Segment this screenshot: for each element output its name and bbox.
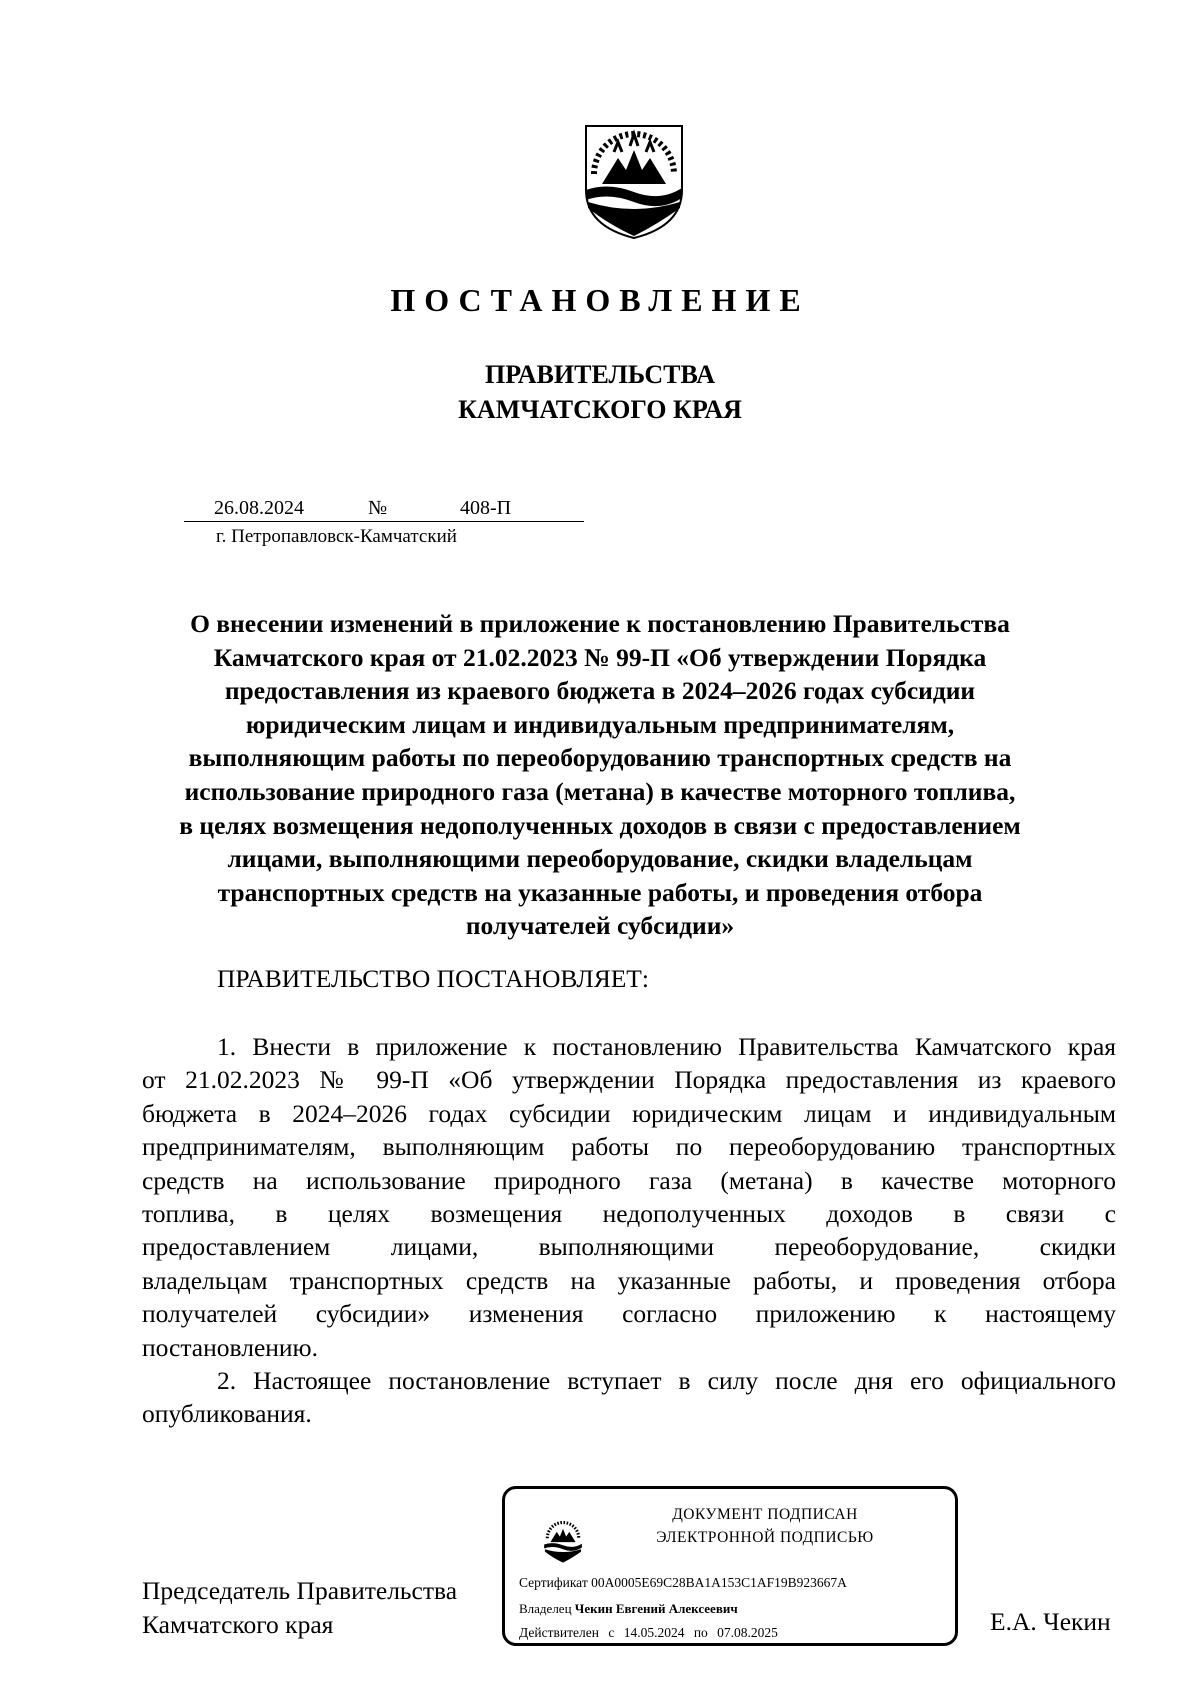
paragraph-line: получателей субсидии» изменения согласно приложению к настоящему [142,1299,1116,1329]
number-sign: № [368,497,388,519]
document-type-heading: ПОСТАНОВЛЕНИЕ [390,282,810,318]
registration-line [184,497,584,527]
title-line: получателей субсидии» [465,911,735,941]
electronic-signature-stamp [502,1486,958,1646]
issuer-line: КАМЧАТСКОГО КРАЯ [458,395,742,424]
title-line: Камчатского края от 21.02.2023 № 99-П «Об утверждении Порядка [213,642,987,672]
document-number: 408-П [460,497,512,519]
stamp-heading [605,1503,925,1549]
title-line: выполняющим работы по переоборудованию транспортных средств на [188,743,1012,773]
validity-to-label: по [693,1625,708,1640]
issuer-heading [0,357,1200,427]
paragraph-line: средств на использование природного газа (метана) в качестве моторного [142,1165,1116,1195]
paragraph-line: предпринимателям, выполняющим работы по переоборудованию транспортных [142,1132,1116,1162]
stamp-heading-line: ЭЛЕКТРОННОЙ ПОДПИСЬЮ [656,1529,874,1546]
document-date: 26.08.2024 [214,497,304,519]
stamp-heading-line: ДОКУМЕНТ ПОДПИСАН [672,1506,858,1523]
stamp-certificate [519,1575,847,1591]
position-line: Камчатского края [142,1609,334,1639]
title-line: использование природного газа (метана) в качестве моторного топлива, [184,776,1016,806]
title-line: лицами, выполняющими переоборудование, скидки владельцам [227,844,973,874]
stamp-coat-of-arms-icon [541,1513,585,1565]
paragraph-line: опубликования. [142,1399,312,1429]
validity-from-label: с [608,1625,615,1640]
validity-label: Действителен [519,1625,599,1640]
paragraph-line: 1. Внести в приложение к постановлению Правительства Камчатского края [217,1032,1116,1061]
decree-heading: ПРАВИТЕЛЬСТВО ПОСТАНОВЛЯЕТ: [217,964,649,993]
paragraph-line: бюджета в 2024–2026 годах субсидии юридическим лицам и индивидуальным [142,1098,1116,1128]
paragraph-line: предоставлением лицами, выполняющими переоборудование, скидки [142,1232,1116,1262]
paragraph-line: постановлению. [142,1332,318,1362]
paragraph-line: от 21.02.2023 № 99-П «Об утверждении Порядка предоставления из краевого [142,1065,1116,1095]
certificate-label: Сертификат [519,1575,588,1590]
title-line: юридическим лицам и индивидуальным предпринимателям, [245,709,955,739]
certificate-value: 00A0005E69C28BA1A153C1AF19B923667A [591,1575,847,1590]
stamp-validity [519,1625,784,1641]
document-body [142,1030,1116,1431]
owner-value: Чекин Евгений Алексеевич [574,1601,738,1616]
title-line: предоставления из краевого бюджета в 2024–2026 годах субсидии [224,676,976,706]
signatory-name: Е.А. Чекин [990,1607,1111,1636]
stamp-owner [519,1601,738,1617]
registration-underline [184,521,584,522]
document-title [140,607,1060,943]
paragraph-line: 2. Настоящее постановление вступает в силу после дня его официального [217,1365,1116,1395]
coat-of-arms-icon [578,112,690,240]
paragraph-line: владельцам транспортных средств на указанные работы, и проведения отбора [142,1265,1116,1295]
issuer-line: ПРАВИТЕЛЬСТВА [485,360,715,389]
title-line: в целях возмещения недополученных доходов в связи с предоставлением [179,810,1021,840]
paragraph-line: топлива, в целях возмещения недополученных доходов в связи с [142,1198,1116,1228]
signatory-position [142,1574,457,1641]
owner-label: Владелец [519,1601,572,1616]
position-line: Председатель Правительства [142,1576,458,1605]
validity-to: 07.08.2025 [717,1625,778,1640]
title-line: О внесении изменений в приложение к постановлению Правительства [190,609,1010,638]
city-label: г. Петропавловск-Камчатский [216,526,457,547]
title-line: транспортных средств на указанные работы, и проведения отбора [217,877,983,907]
validity-from: 14.05.2024 [623,1625,685,1640]
